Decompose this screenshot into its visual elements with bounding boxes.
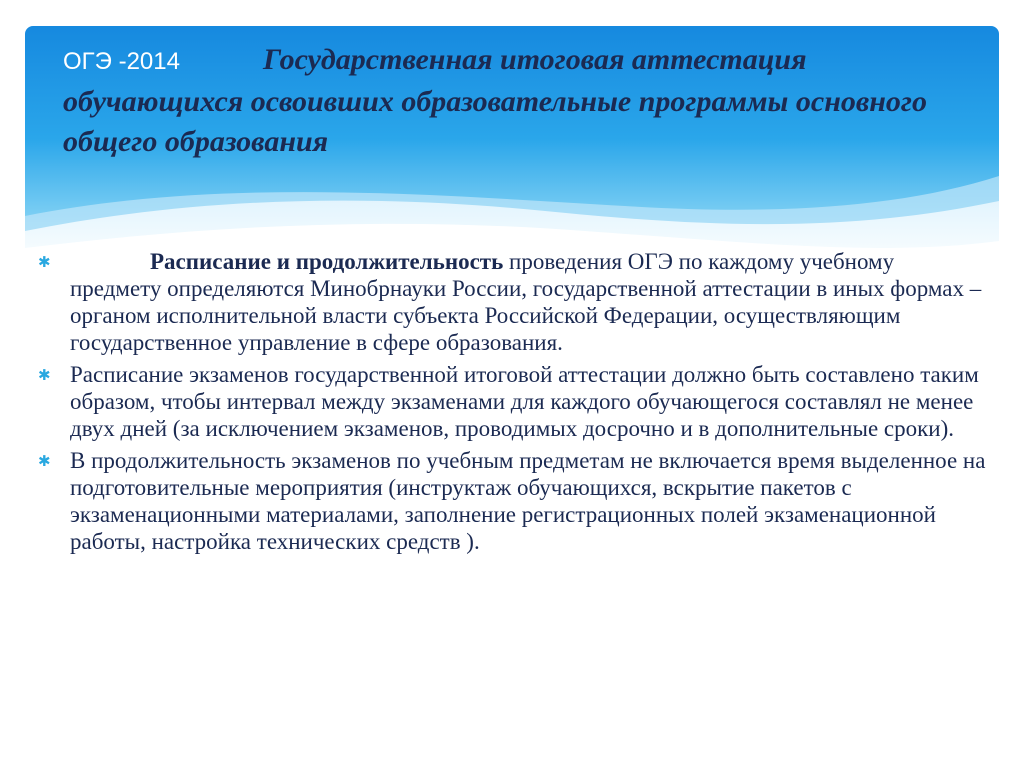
exam-code-label: ОГЭ -2014: [63, 48, 180, 75]
bullet-text: В продолжительность экзаменов по учебным предметам не включается время выделенное на подготовительные мероприятия (инструктаж обучающихся, вскрытие пакетов с экзаменационными материалами, заполнение регистрационных полей экзаменационной работы, настройка технических средств ).: [70, 448, 986, 554]
slide-title: [63, 40, 963, 162]
asterisk-bullet-icon: ✱: [38, 452, 51, 470]
asterisk-bullet-icon: ✱: [38, 366, 51, 384]
bullet-list: [38, 248, 988, 560]
bullet-text: проведения ОГЭ по каждому учебному предмету определяются Минобрнауки России, государственной аттестации в иных формах – органом исполнительной власти субъекта Российской Федерации, осуществляющим государственное управление в сфере образования.: [70, 249, 982, 355]
list-item: [38, 248, 988, 356]
bullet-bold-lead: Расписание и продолжительность: [150, 249, 504, 274]
list-item: [38, 361, 988, 442]
title-text: Государственная итоговая аттестация обучающихся освоивших образовательные программы основного общего образования: [63, 43, 927, 158]
header-banner: [25, 26, 999, 276]
asterisk-bullet-icon: ✱: [38, 253, 51, 271]
list-item: [38, 447, 988, 555]
bullet-text: Расписание экзаменов государственной итоговой аттестации должно быть составлено таким образом, чтобы интервал между экзаменами для каждого обучающегося составлял не менее двух дней (за исключением экзаменов, проводимых досрочно и в дополнительные сроки).: [70, 362, 979, 441]
